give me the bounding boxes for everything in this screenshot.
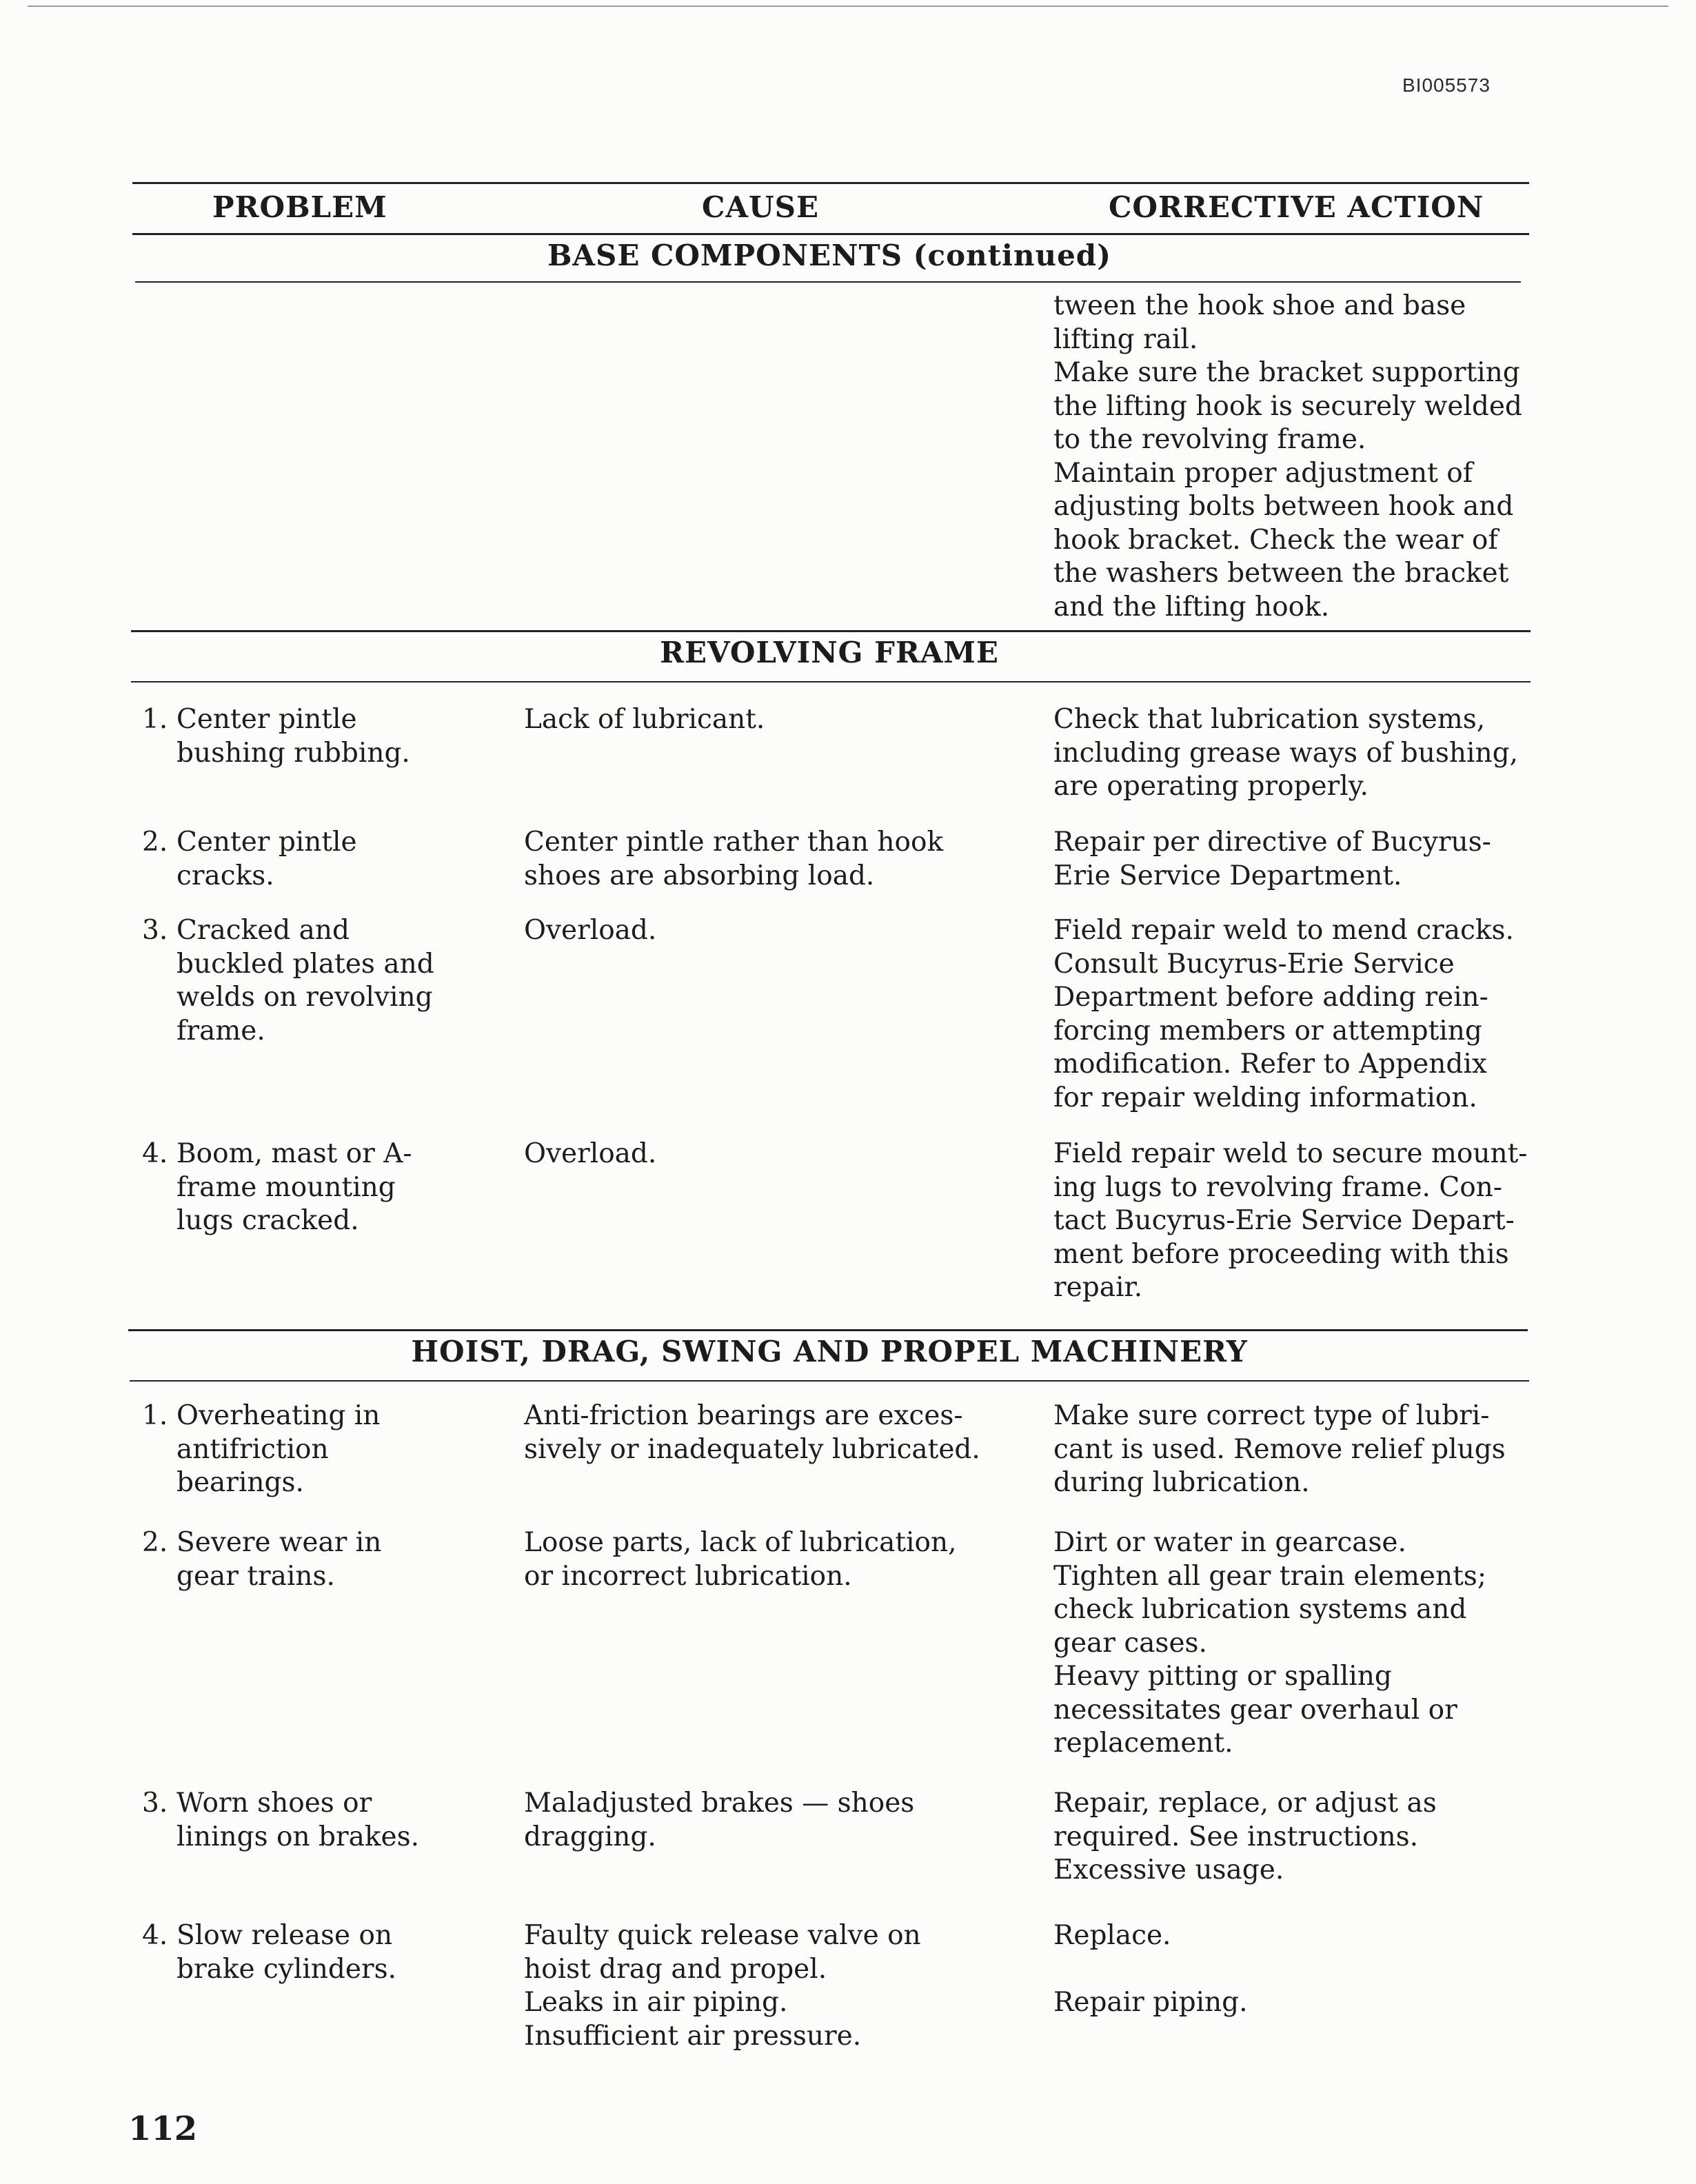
problem-text: Severe wear in gear trains. xyxy=(176,1527,382,1592)
section-rule xyxy=(130,1380,1529,1382)
row-number: 1. xyxy=(142,704,168,735)
action-text: Make sure correct type of lubri- cant is used. Remove relief plugs during lubrication. xyxy=(1053,1400,1506,1498)
action-text: Repair per directive of Bucyrus- Erie Service Department. xyxy=(1053,827,1491,891)
action-text: Replace. Repair piping. xyxy=(1053,1920,1248,2018)
row-number: 2. xyxy=(142,827,168,858)
page-number: 112 xyxy=(128,2110,198,2148)
top-border-rule xyxy=(28,6,1668,7)
cause-text: Center pintle rather than hook shoes are absorbing load. xyxy=(524,827,944,891)
action-text: tween the hook shoe and base lifting rail. Make sure the bracket supporting the lifting hook is securely welded to the revolving frame. Maintain proper adjustment of adjusting bolts between hook and hook bracket. Check the wear of the washers between the bracket and the lifting hook. xyxy=(1053,290,1522,623)
action-text: Check that lubrication systems, including grease ways of bushing, are operating properly. xyxy=(1053,704,1518,802)
problem-text: Slow release on brake cylinders. xyxy=(176,1920,397,1985)
section-title-base-components: BASE COMPONENTS (continued) xyxy=(547,239,1112,272)
header-bottom-rule xyxy=(132,233,1529,235)
action-text: Repair, replace, or adjust as required. See instructions. Excessive usage. xyxy=(1053,1788,1437,1885)
problem-text: Boom, mast or A- frame mounting lugs cracked. xyxy=(176,1138,412,1236)
column-header-corrective-action: CORRECTIVE ACTION xyxy=(1109,190,1484,224)
section-divider-rule xyxy=(131,630,1531,632)
problem-text: Worn shoes or linings on brakes. xyxy=(176,1788,420,1852)
cause-text: Loose parts, lack of lubrication, or incorrect lubrication. xyxy=(524,1527,957,1592)
cause-text: Lack of lubricant. xyxy=(524,704,765,735)
section-title-hoist-drag-swing-propel: HOIST, DRAG, SWING AND PROPEL MACHINERY xyxy=(411,1335,1248,1368)
document-id: BI005573 xyxy=(1402,74,1491,96)
section-title-revolving-frame: REVOLVING FRAME xyxy=(660,636,999,669)
cause-text: Overload. xyxy=(524,915,657,946)
cause-text: Faulty quick release valve on hoist drag and propel. Leaks in air piping. Insufficient air pressure. xyxy=(524,1920,921,2052)
column-header-cause: CAUSE xyxy=(702,190,819,224)
action-text: Field repair weld to secure mount- ing lugs to revolving frame. Con- tact Bucyrus-Erie Service Depart- ment before proceeding with this repair. xyxy=(1053,1138,1528,1303)
row-number: 3. xyxy=(142,915,168,946)
column-header-problem: PROBLEM xyxy=(212,190,387,224)
section-divider-rule xyxy=(128,1329,1528,1331)
action-text: Dirt or water in gearcase. Tighten all gear train elements; check lubrication systems and gear cases. Heavy pitting or spalling necessitates gear overhaul or replacement. xyxy=(1053,1527,1486,1759)
section-rule xyxy=(131,681,1531,682)
row-number: 1. xyxy=(142,1400,168,1431)
row-number: 2. xyxy=(142,1527,168,1558)
cause-text: Maladjusted brakes — shoes dragging. xyxy=(524,1788,915,1852)
table-top-rule xyxy=(132,182,1529,184)
problem-text: Cracked and buckled plates and welds on revolving frame. xyxy=(176,915,434,1046)
cause-text: Anti-friction bearings are exces- sively or inadequately lubricated. xyxy=(524,1400,980,1465)
row-number: 4. xyxy=(142,1138,168,1169)
section-rule xyxy=(135,281,1521,283)
problem-text: Center pintle cracks. xyxy=(176,827,357,891)
problem-text: Overheating in antifriction bearings. xyxy=(176,1400,381,1498)
row-number: 3. xyxy=(142,1788,168,1819)
problem-text: Center pintle bushing rubbing. xyxy=(176,704,410,769)
action-text: Field repair weld to mend cracks. Consult Bucyrus-Erie Service Department before adding rein- forcing members or attempting modification. Refer to Appendix for repair welding information. xyxy=(1053,915,1514,1113)
row-number: 4. xyxy=(142,1920,168,1951)
cause-text: Overload. xyxy=(524,1138,657,1169)
